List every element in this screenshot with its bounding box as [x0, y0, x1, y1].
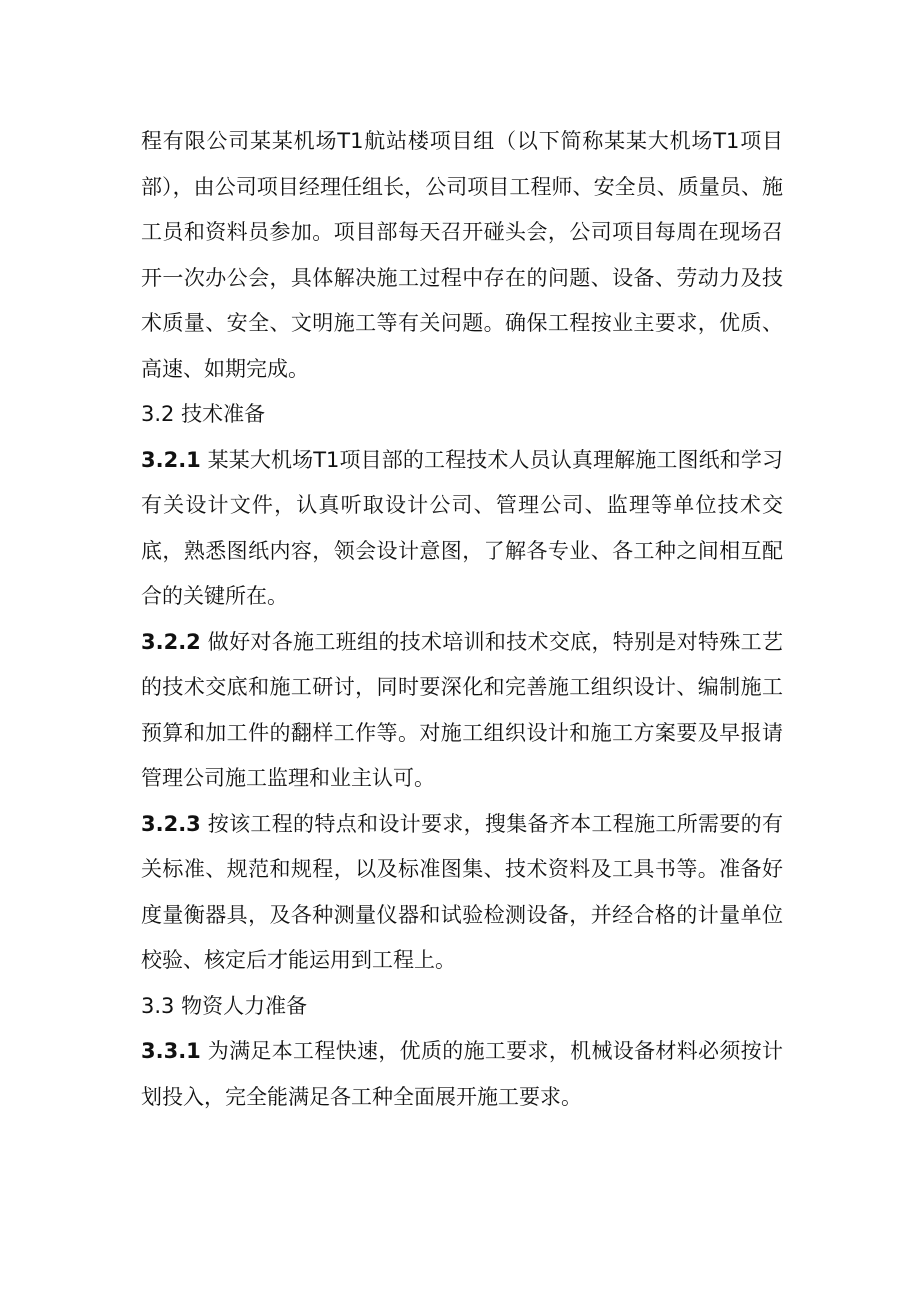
clause-text: 按该工程的特点和设计要求，搜集备齐本工程施工所需要的有关标准、规范和规程，以及标准图集、技术资料及工具书等。准备好度量衡器具，及各种测量仪器和试验检测设备，并经合格的计量单位校验、核定后才能运用到工程上。 — [141, 811, 783, 972]
document-body — [141, 119, 783, 1120]
clause-text: 某某大机场T1项目部的工程技术人员认真理解施工图纸和学习有关设计文件，认真听取设计公司、管理公司、监理等单位技术交底，熟悉图纸内容，领会设计意图，了解各专业、各工种之间相互配合的关键所在。 — [141, 447, 784, 608]
clause-3-3-1 — [141, 1029, 783, 1120]
clause-3-2-1 — [141, 438, 783, 620]
clause-number: 3.2.1 — [141, 447, 201, 472]
clause-number: 3.2.2 — [141, 629, 201, 654]
intro-paragraph: 程有限公司某某机场T1航站楼项目组（以下简称某某大机场T1项目部），由公司项目经理任组长，公司项目工程师、安全员、质量员、施工员和资料员参加。项目部每天召开碰头会，公司项目每周在现场召开一次办公会，具体解决施工过程中存在的问题、设备、劳动力及技术质量、安全、文明施工等有关问题。确保工程按业主要求，优质、高速、如期完成。 — [141, 129, 783, 381]
clause-3-2-2 — [141, 620, 783, 802]
section-heading-3-3: 3.3 物资人力准备 — [141, 993, 308, 1018]
clause-3-2-3 — [141, 802, 783, 984]
clause-text: 为满足本工程快速，优质的施工要求，机械设备材料必须按计划投入，完全能满足各工种全面展开施工要求。 — [141, 1039, 783, 1109]
section-heading-3-2: 3.2 技术准备 — [141, 402, 266, 426]
clause-text: 做好对各施工班组的技术培训和技术交底，特别是对特殊工艺的技术交底和施工研讨，同时要深化和完善施工组织设计、编制施工预算和加工件的翻样工作等。对施工组织设计和施工方案要及早报请管理公司施工监理和业主认可。 — [141, 629, 783, 790]
clause-number: 3.3.1 — [141, 1039, 201, 1063]
clause-number: 3.2.3 — [141, 811, 201, 836]
